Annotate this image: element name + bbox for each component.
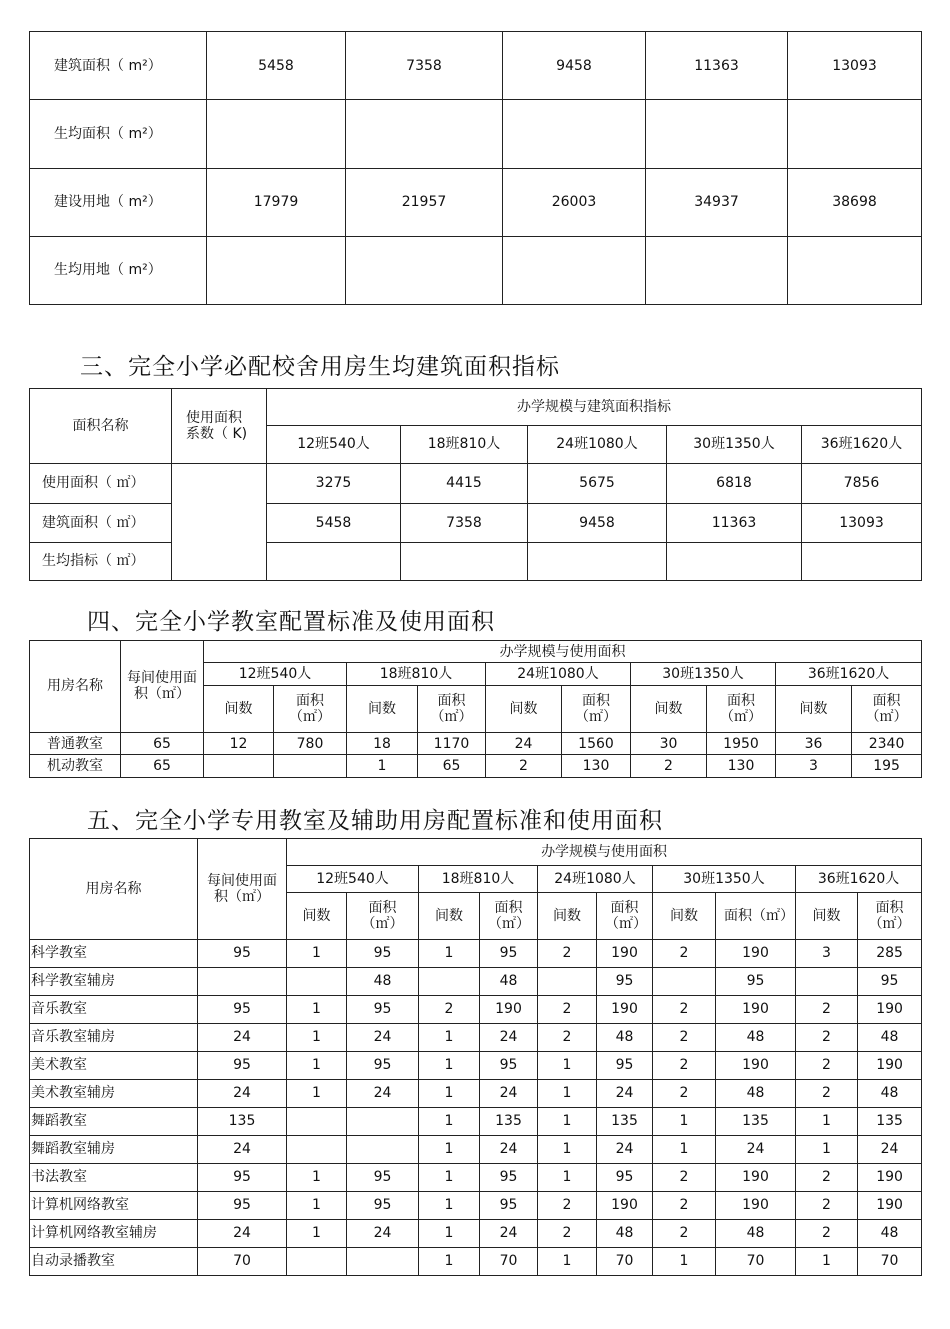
count-value: 1 (419, 1024, 480, 1052)
count-value: 2 (653, 940, 716, 968)
table-row (30, 732, 922, 754)
area-value: 95 (347, 996, 419, 1024)
cell-value: 7358 (401, 504, 528, 543)
row-label: 使用面积（ ㎡） (30, 464, 172, 504)
cell-value (646, 100, 788, 168)
cell-value: 9458 (528, 504, 667, 543)
area-value: 95 (480, 1052, 538, 1080)
area-value: 95 (347, 1192, 419, 1220)
count-value: 2 (796, 1080, 858, 1108)
area-value: 190 (716, 1052, 796, 1080)
table-row (30, 968, 922, 996)
cell-value: 5675 (528, 464, 667, 504)
area-per-room: 95 (198, 996, 287, 1024)
table-row (30, 1024, 922, 1052)
count-value: 1 (287, 1192, 347, 1220)
section-3-title: 三、完全小学必配校舍用房生均建筑面积指标 (80, 354, 560, 380)
col-room-name: 用房名称 (30, 641, 121, 733)
scale-header: 30班1350人 (631, 663, 776, 685)
table-row (30, 1108, 922, 1136)
area-value: 65 (418, 755, 486, 778)
count-value: 1 (419, 1136, 480, 1164)
count-value: 2 (796, 1052, 858, 1080)
cell-value: 11363 (646, 32, 788, 100)
count-value: 12 (204, 732, 274, 754)
count-value: 1 (538, 1108, 597, 1136)
count-value: 1 (796, 1136, 858, 1164)
cell-value: 7856 (802, 464, 922, 504)
area-value: 190 (858, 996, 922, 1024)
count-value: 1 (419, 940, 480, 968)
row-label: 生均面积（ m²） (30, 100, 207, 168)
area-per-room: 65 (121, 732, 204, 754)
count-value: 1 (538, 1052, 597, 1080)
area-per-room: 95 (198, 1192, 287, 1220)
sub-header-count: 间数 (538, 893, 597, 940)
area-value: 135 (480, 1108, 538, 1136)
sub-header-area: 面积（㎡） (858, 893, 922, 940)
area-per-room: 24 (198, 1220, 287, 1248)
table-row (30, 1052, 922, 1080)
area-value: 285 (858, 940, 922, 968)
count-value: 2 (796, 1164, 858, 1192)
area-value: 95 (480, 1192, 538, 1220)
count-value (287, 1136, 347, 1164)
count-value: 1 (287, 1220, 347, 1248)
count-value: 2 (653, 1052, 716, 1080)
cell-value (503, 236, 646, 304)
count-value: 3 (776, 755, 852, 778)
room-name: 美术教室辅房 (30, 1080, 198, 1108)
count-value (653, 968, 716, 996)
cell-value (346, 236, 503, 304)
room-name: 书法教室 (30, 1164, 198, 1192)
area-value: 48 (716, 1220, 796, 1248)
count-value: 2 (796, 1024, 858, 1052)
area-value: 70 (480, 1248, 538, 1276)
sub-header-area: 面积（㎡） (480, 893, 538, 940)
count-value: 2 (538, 1192, 597, 1220)
area-value: 195 (852, 755, 922, 778)
area-value: 190 (597, 1192, 653, 1220)
count-value: 1 (287, 1024, 347, 1052)
area-value: 135 (597, 1108, 653, 1136)
area-value: 190 (858, 1164, 922, 1192)
count-value: 2 (538, 1220, 597, 1248)
scale-header: 30班1350人 (667, 426, 802, 464)
sub-header-area: 面积（㎡） (347, 893, 419, 940)
cell-value (207, 236, 346, 304)
count-value: 1 (796, 1108, 858, 1136)
cell-value (528, 543, 667, 581)
sub-header-count: 间数 (347, 685, 418, 732)
cell-value: 5458 (267, 504, 401, 543)
count-value: 2 (653, 1220, 716, 1248)
scale-header: 24班1080人 (486, 663, 631, 685)
area-value: 190 (716, 1164, 796, 1192)
cell-value: 9458 (503, 32, 646, 100)
special-classroom-body (30, 839, 922, 1276)
sub-header-count: 间数 (631, 685, 707, 732)
classroom-config-table (29, 640, 922, 778)
cell-value (207, 100, 346, 168)
cell-value: 6818 (667, 464, 802, 504)
area-value: 70 (858, 1248, 922, 1276)
table-row (30, 464, 922, 504)
cell-value: 38698 (788, 168, 922, 236)
area-per-room: 65 (121, 755, 204, 778)
group-header-row (30, 641, 922, 663)
sub-header-area: 面积（㎡） (418, 685, 486, 732)
scale-header: 12班540人 (287, 866, 419, 893)
area-value: 70 (716, 1248, 796, 1276)
sub-header-area: 面积（㎡） (716, 893, 796, 940)
count-value: 1 (538, 1080, 597, 1108)
room-name: 美术教室 (30, 1052, 198, 1080)
col-usage-coefficient: 使用面积系数（ K) (172, 389, 267, 464)
area-value: 48 (858, 1220, 922, 1248)
scale-header: 12班540人 (267, 426, 401, 464)
area-value: 1950 (707, 732, 776, 754)
cell-value: 34937 (646, 168, 788, 236)
count-value: 2 (538, 1024, 597, 1052)
count-value: 2 (796, 1220, 858, 1248)
count-value: 2 (796, 1192, 858, 1220)
area-per-room: 70 (198, 1248, 287, 1276)
table-row (30, 1220, 922, 1248)
sub-header-area: 面积（㎡） (707, 685, 776, 732)
table-row (30, 940, 922, 968)
count-value (287, 968, 347, 996)
count-value: 1 (538, 1164, 597, 1192)
area-value: 24 (480, 1080, 538, 1108)
scale-header: 24班1080人 (528, 426, 667, 464)
area-value: 95 (480, 940, 538, 968)
section-5-title: 五、完全小学专用教室及辅助用房配置标准和使用面积 (87, 808, 663, 834)
area-value: 190 (597, 996, 653, 1024)
area-value: 48 (597, 1024, 653, 1052)
area-value: 24 (480, 1024, 538, 1052)
area-value: 780 (274, 732, 347, 754)
count-value: 2 (538, 996, 597, 1024)
cell-value (646, 236, 788, 304)
group-header: 办学规模与建筑面积指标 (267, 389, 922, 426)
count-value (287, 1108, 347, 1136)
count-value: 1 (287, 1080, 347, 1108)
room-name: 科学教室辅房 (30, 968, 198, 996)
area-value (347, 1248, 419, 1276)
area-value: 95 (716, 968, 796, 996)
table-row (30, 504, 922, 543)
area-value: 95 (858, 968, 922, 996)
cell-value (503, 100, 646, 168)
section-4-title: 四、完全小学教室配置标准及使用面积 (87, 609, 495, 635)
row-label: 生均指标（ ㎡） (30, 543, 172, 581)
table-row (30, 1136, 922, 1164)
count-value: 2 (653, 1080, 716, 1108)
col-area-name: 面积名称 (30, 389, 172, 464)
sub-header-area: 面积（㎡） (852, 685, 922, 732)
scale-header: 18班810人 (347, 663, 486, 685)
sub-header-count: 间数 (287, 893, 347, 940)
table-row (30, 100, 922, 168)
area-value: 24 (480, 1220, 538, 1248)
count-value: 1 (419, 1220, 480, 1248)
count-value: 36 (776, 732, 852, 754)
cell-value (788, 100, 922, 168)
count-value: 1 (287, 940, 347, 968)
area-per-room: 24 (198, 1080, 287, 1108)
table-row (30, 236, 922, 304)
area-value: 95 (347, 940, 419, 968)
area-value: 24 (480, 1136, 538, 1164)
col-area-per-room: 每间使用面积（㎡） (121, 641, 204, 733)
count-value: 1 (538, 1136, 597, 1164)
col-area-per-room: 每间使用面积（㎡） (198, 839, 287, 940)
count-value: 1 (538, 1248, 597, 1276)
room-name: 普通教室 (30, 732, 121, 754)
cell-value: 17979 (207, 168, 346, 236)
sub-header-area: 面积（㎡） (597, 893, 653, 940)
count-value: 1 (419, 1052, 480, 1080)
area-value: 190 (597, 940, 653, 968)
group-header: 办学规模与使用面积 (287, 839, 922, 866)
area-value: 24 (597, 1080, 653, 1108)
count-value: 1 (419, 1248, 480, 1276)
room-name: 科学教室 (30, 940, 198, 968)
count-value (204, 755, 274, 778)
area-value: 48 (858, 1080, 922, 1108)
cell-value (788, 236, 922, 304)
area-summary-table (29, 31, 922, 305)
sub-header-area: 面积（㎡） (562, 685, 631, 732)
area-value: 48 (347, 968, 419, 996)
scale-header: 12班540人 (204, 663, 347, 685)
sub-header-area: 面积（㎡） (274, 685, 347, 732)
count-value: 1 (419, 1192, 480, 1220)
count-value: 1 (419, 1108, 480, 1136)
area-value: 24 (858, 1136, 922, 1164)
scale-header: 18班810人 (419, 866, 538, 893)
area-value: 1170 (418, 732, 486, 754)
table-row (30, 755, 922, 778)
area-value: 190 (858, 1192, 922, 1220)
sub-header-count: 间数 (204, 685, 274, 732)
table-row (30, 32, 922, 100)
count-value (538, 968, 597, 996)
cell-value: 21957 (346, 168, 503, 236)
count-value (419, 968, 480, 996)
table-row (30, 1248, 922, 1276)
cell-value (267, 543, 401, 581)
count-value: 2 (631, 755, 707, 778)
row-label: 建筑面积（ m²） (30, 32, 207, 100)
area-value: 95 (597, 1164, 653, 1192)
table-row (30, 996, 922, 1024)
area-value: 48 (716, 1024, 796, 1052)
count-value: 1 (653, 1248, 716, 1276)
cell-value: 26003 (503, 168, 646, 236)
classroom-config-body (30, 641, 922, 778)
area-per-room: 24 (198, 1024, 287, 1052)
cell-value: 3275 (267, 464, 401, 504)
room-name: 舞蹈教室辅房 (30, 1136, 198, 1164)
cell-value (346, 100, 503, 168)
area-value: 24 (347, 1080, 419, 1108)
special-classroom-table (29, 838, 922, 1276)
area-value: 70 (597, 1248, 653, 1276)
cell-value (667, 543, 802, 581)
row-label: 建筑面积（ ㎡） (30, 504, 172, 543)
group-header-row (30, 839, 922, 866)
table-row (30, 1164, 922, 1192)
cell-value: 7358 (346, 32, 503, 100)
room-name: 自动录播教室 (30, 1248, 198, 1276)
scale-header: 36班1620人 (796, 866, 922, 893)
area-value: 48 (858, 1024, 922, 1052)
area-value (274, 755, 347, 778)
area-value: 135 (716, 1108, 796, 1136)
area-value: 135 (858, 1108, 922, 1136)
cell-value: 13093 (788, 32, 922, 100)
area-value: 190 (716, 940, 796, 968)
count-value: 1 (419, 1164, 480, 1192)
table-row (30, 168, 922, 236)
building-area-index-table (29, 388, 922, 581)
count-value: 2 (419, 996, 480, 1024)
scale-header: 30班1350人 (653, 866, 796, 893)
room-name: 计算机网络教室 (30, 1192, 198, 1220)
row-label: 建设用地（ m²） (30, 168, 207, 236)
scale-header: 36班1620人 (802, 426, 922, 464)
count-value: 1 (796, 1248, 858, 1276)
cell-value: 11363 (667, 504, 802, 543)
area-per-room: 95 (198, 940, 287, 968)
area-value: 190 (480, 996, 538, 1024)
coefficient-cell (172, 464, 267, 581)
sub-header-count: 间数 (796, 893, 858, 940)
area-value: 130 (562, 755, 631, 778)
row-label: 生均用地（ m²） (30, 236, 207, 304)
area-value: 48 (597, 1220, 653, 1248)
table-row (30, 1080, 922, 1108)
count-value: 2 (486, 755, 562, 778)
count-value: 1 (287, 996, 347, 1024)
cell-value: 5458 (207, 32, 346, 100)
count-value (287, 1248, 347, 1276)
col-room-name: 用房名称 (30, 839, 198, 940)
area-per-room: 135 (198, 1108, 287, 1136)
building-area-index-body (30, 389, 922, 581)
count-value: 2 (653, 1192, 716, 1220)
count-value: 2 (653, 996, 716, 1024)
area-value: 95 (597, 968, 653, 996)
area-value: 95 (347, 1164, 419, 1192)
cell-value: 4415 (401, 464, 528, 504)
area-value: 190 (716, 1192, 796, 1220)
area-value: 24 (347, 1024, 419, 1052)
scale-header: 18班810人 (401, 426, 528, 464)
area-value (347, 1108, 419, 1136)
area-value: 95 (480, 1164, 538, 1192)
count-value: 2 (538, 940, 597, 968)
area-value: 24 (716, 1136, 796, 1164)
count-value: 1 (419, 1080, 480, 1108)
room-name: 计算机网络教室辅房 (30, 1220, 198, 1248)
area-summary-body (30, 32, 922, 305)
room-name: 音乐教室 (30, 996, 198, 1024)
count-value: 1 (287, 1164, 347, 1192)
count-value: 3 (796, 940, 858, 968)
area-value (347, 1136, 419, 1164)
area-value: 190 (716, 996, 796, 1024)
count-value: 2 (653, 1024, 716, 1052)
area-value: 2340 (852, 732, 922, 754)
cell-value: 13093 (802, 504, 922, 543)
area-per-room: 95 (198, 1164, 287, 1192)
area-per-room: 24 (198, 1136, 287, 1164)
table-row (30, 543, 922, 581)
room-name: 舞蹈教室 (30, 1108, 198, 1136)
sub-header-count: 间数 (486, 685, 562, 732)
area-value: 1560 (562, 732, 631, 754)
count-value: 1 (653, 1108, 716, 1136)
count-value (796, 968, 858, 996)
area-per-room (198, 968, 287, 996)
count-value: 2 (796, 996, 858, 1024)
table-row (30, 1192, 922, 1220)
cell-value (401, 543, 528, 581)
area-per-room: 95 (198, 1052, 287, 1080)
room-name: 机动教室 (30, 755, 121, 778)
scale-header: 24班1080人 (538, 866, 653, 893)
room-name: 音乐教室辅房 (30, 1024, 198, 1052)
area-value: 24 (597, 1136, 653, 1164)
area-value: 95 (347, 1052, 419, 1080)
area-value: 190 (858, 1052, 922, 1080)
count-value: 1 (287, 1052, 347, 1080)
cell-value (802, 543, 922, 581)
count-value: 1 (347, 755, 418, 778)
group-header: 办学规模与使用面积 (204, 641, 922, 663)
sub-header-count: 间数 (419, 893, 480, 940)
sub-header-count: 间数 (776, 685, 852, 732)
sub-header-count: 间数 (653, 893, 716, 940)
area-value: 48 (716, 1080, 796, 1108)
count-value: 18 (347, 732, 418, 754)
count-value: 2 (653, 1164, 716, 1192)
count-value: 1 (653, 1136, 716, 1164)
count-value: 30 (631, 732, 707, 754)
count-value: 24 (486, 732, 562, 754)
area-value: 24 (347, 1220, 419, 1248)
area-value: 130 (707, 755, 776, 778)
scale-header: 36班1620人 (776, 663, 922, 685)
area-value: 95 (597, 1052, 653, 1080)
area-value: 48 (480, 968, 538, 996)
